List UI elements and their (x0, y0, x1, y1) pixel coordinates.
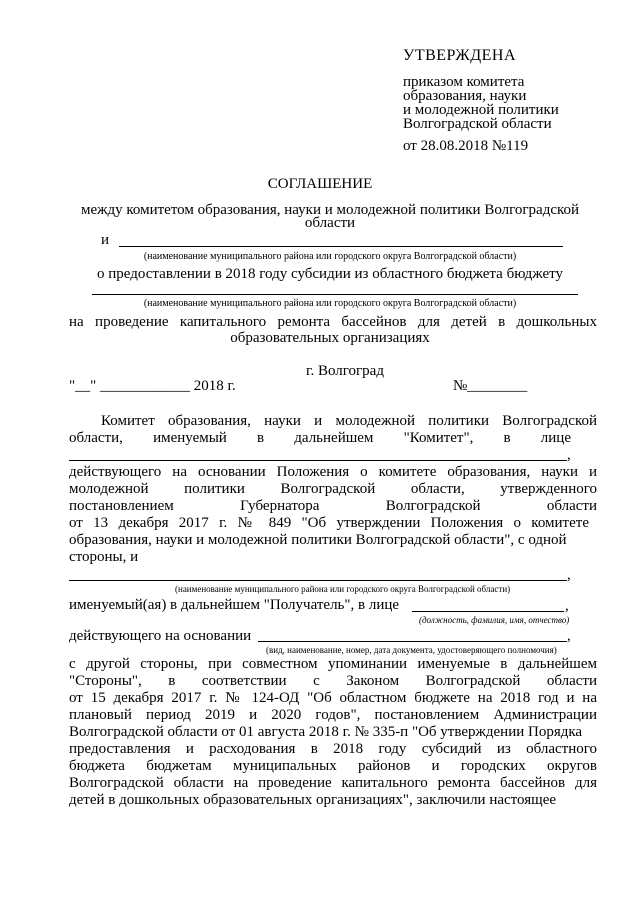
p1-line-2: области, именуемый в дальнейшем "Комитет", в лице (69, 430, 571, 446)
p1-line-5: постановлением Губернатора Волгоградской области (69, 498, 597, 514)
comma-1: , (567, 447, 571, 463)
comma-2: , (567, 567, 571, 583)
basis-line: действующего на основании (69, 628, 252, 644)
p2-line-6: предоставления и расходования в 2018 году субсидий из областного (69, 741, 597, 757)
p1-line-6: от 13 декабря 2017 г. № 849 "Об утверждении Положения о комитете (69, 515, 589, 531)
p1-line-3: действующего на основании Положения о комитете образования, науки и (69, 464, 597, 480)
approval-date-number: от 28.08.2018 №119 (403, 138, 529, 154)
approval-line-3: и молодежной политики (403, 102, 559, 118)
p2-line-2: "Стороны", в соответствии с Законом Волгоградской области (69, 673, 597, 689)
hint-municipal-3: (наименование муниципального района или городского округа Волгоградской области) (175, 584, 511, 594)
p1-line-4: молодежной политики Волгоградской области, утвержденного (69, 481, 597, 497)
subsidy-line: о предоставлении в 2018 году субсидии из областного бюджета бюджету (97, 266, 563, 282)
basis-document-blank (258, 641, 567, 642)
agreement-number: №________ (453, 378, 528, 394)
recipient-person-blank (412, 611, 564, 612)
agreement-between-line-1: между комитетом образования, науки и молодежной политики Волгоградской (80, 202, 580, 218)
p1-line-1: Комитет образования, науки и молодежной политики Волгоградской (101, 413, 597, 429)
p2-line-4: плановый период 2019 и 2020 годов", постановлением Администрации (69, 707, 597, 723)
and-word: и (101, 232, 110, 248)
purpose-line-2: образовательных организациях (230, 330, 430, 346)
recipient-name-blank (69, 580, 567, 581)
p1-line-8: стороны, и (69, 549, 139, 565)
comma-3: , (565, 598, 569, 614)
approval-title: УТВЕРЖДЕНА (403, 47, 517, 64)
agreement-between-line-2: области (304, 215, 356, 231)
p2-line-8: Волгоградской области на проведение капитального ремонта бассейнов для (69, 775, 597, 791)
hint-document: (вид, наименование, номер, дата документа, удостоверяющего полномочия) (266, 645, 557, 655)
comma-4: , (567, 628, 571, 644)
hint-position: (должность, фамилия, имя, отчество) (419, 615, 570, 625)
municipal-name-blank-2 (92, 294, 578, 295)
p2-line-9: детей в дошкольных образовательных организациях", заключили настоящее (69, 792, 557, 808)
agreement-date: "__" ____________ 2018 г. (69, 378, 236, 394)
recipient-line: именуемый(ая) в дальнейшем "Получатель", в лице (69, 597, 400, 613)
p2-line-5: Волгоградской области от 01 августа 2018 г. № 335-п "Об утверждении Порядка (69, 724, 583, 740)
agreement-title: СОГЛАШЕНИЕ (267, 176, 373, 192)
representative-blank (69, 460, 567, 461)
hint-municipal-2: (наименование муниципального района или городского округа Волгоградской области) (143, 298, 517, 309)
purpose-line-1: на проведение капитального ремонта бассейнов для детей в дошкольных (69, 314, 597, 330)
p2-line-3: от 15 декабря 2017 г. № 124-ОД "Об областном бюджете на 2018 год и на (69, 690, 597, 706)
approval-line-4: Волгоградской области (403, 116, 552, 132)
p2-line-7: бюджета бюджетам муниципальных районов и городских округов (69, 758, 597, 774)
p2-line-1: с другой стороны, при совместном упоминании именуемые в дальнейшем (69, 656, 597, 672)
city: г. Волгоград (306, 363, 384, 379)
approval-line-2: образования, науки (403, 88, 527, 104)
approval-line-1: приказом комитета (403, 74, 525, 90)
hint-municipal-1: (наименование муниципального района или городского округа Волгоградской области) (143, 251, 517, 262)
p1-line-7: образования, науки и молодежной политики Волгоградской области", с одной (69, 532, 567, 548)
municipal-name-blank-1 (119, 246, 563, 247)
